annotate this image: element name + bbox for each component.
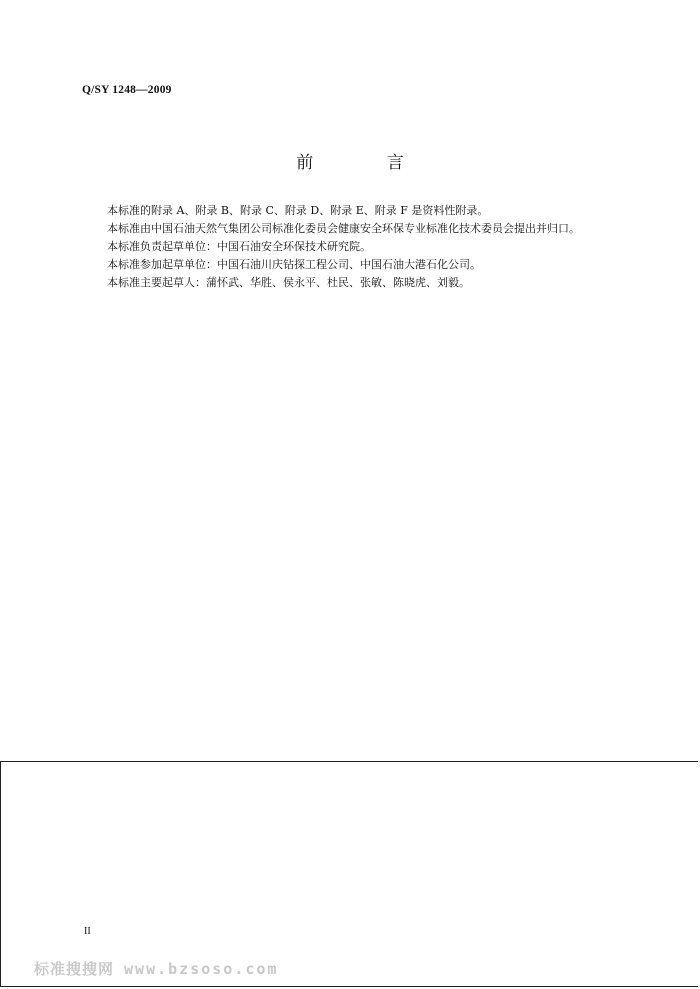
- watermark-url: www.bzsoso.com: [124, 960, 279, 978]
- watermark-text: 标准搜搜网: [34, 960, 115, 978]
- footer-frame: [0, 761, 698, 987]
- paragraph-main-drafters: 本标准主要起草人：蒲怀武、华胜、侯永平、杜民、张敏、陈晓虎、刘毅。: [107, 276, 470, 289]
- paragraph-proposer: 本标准由中国石油天然气集团公司标准化委员会健康安全环保专业标准化技术委员会提出并归口。: [107, 222, 580, 235]
- paragraph-lead-drafter: 本标准负责起草单位：中国石油安全环保技术研究院。: [107, 240, 371, 253]
- paragraph-appendices: 本标准的附录 A、附录 B、附录 C、附录 D、附录 E、附录 F 是资料性附录。: [107, 204, 489, 217]
- standard-code: Q/SY 1248—2009: [82, 84, 172, 96]
- page-title: 前 言: [296, 153, 438, 173]
- foreword-body: [107, 202, 667, 292]
- page-number: II: [84, 926, 91, 937]
- watermark: [34, 958, 278, 979]
- paragraph-participating-drafters: 本标准参加起草单位：中国石油川庆钻探工程公司、中国石油大港石化公司。: [107, 258, 481, 271]
